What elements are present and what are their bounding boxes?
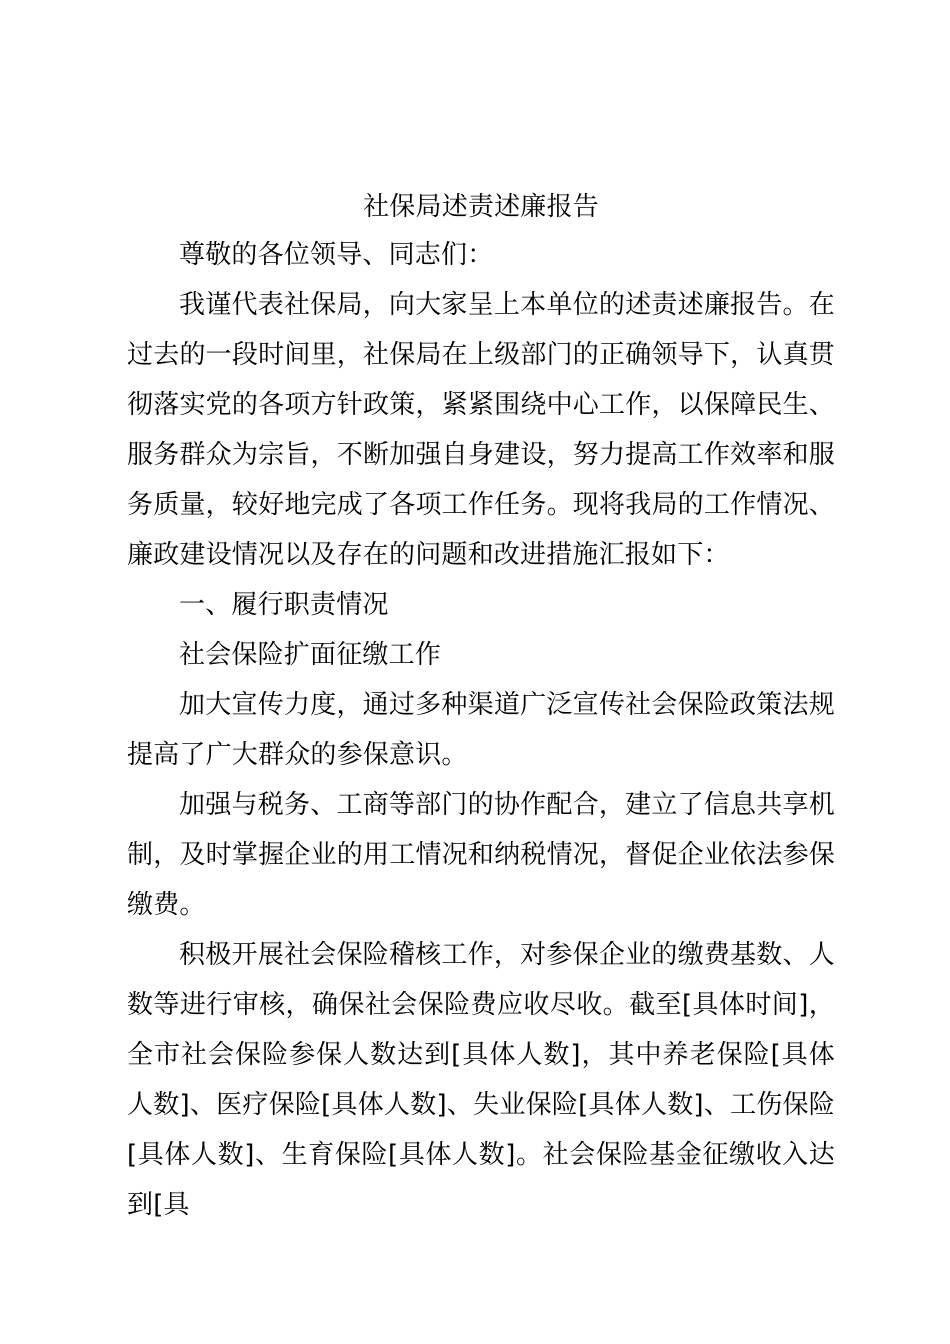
section-heading: 一、履行职责情况	[179, 590, 389, 620]
body-paragraph-2: 加强与税务、工商等部门的协作配合，建立了信息共享机制，及时掌握企业的用工情况和纳税情况，督促企业依法参保缴费。	[127, 790, 835, 920]
intro-paragraph: 我谨代表社保局，向大家呈上本单位的述责述廉报告。在过去的一段时间里，社保局在上级部门的正确领导下，认真贯彻落实党的各项方针政策，紧紧围绕中心工作，以保障民生、服务群众为宗旨，不断加强自身建设，努力提高工作效率和服务质量，较好地完成了各项工作任务。现将我局的工作情况、廉政建设情况以及存在的问题和改进措施汇报如下：	[127, 290, 835, 570]
salutation: 尊敬的各位领导、同志们：	[179, 240, 494, 270]
document-body	[127, 184, 835, 1230]
body-paragraph-3: 积极开展社会保险稽核工作，对参保企业的缴费基数、人数等进行审核，确保社会保险费应收尽收。截至[具体时间]，全市社会保险参保人数达到[具体人数]，其中养老保险[具体人数]、医疗保险[具体人数]、失业保险[具体人数]、工伤保险[具体人数]、生育保险[具体人数]。社会保险基金征缴收入达到[具	[127, 940, 835, 1220]
document-title: 社保局述责述廉报告	[363, 192, 599, 222]
body-paragraph-1: 加大宣传力度，通过多种渠道广泛宣传社会保险政策法规提高了广大群众的参保意识。	[127, 690, 835, 770]
subsection-heading: 社会保险扩面征缴工作	[179, 640, 442, 670]
